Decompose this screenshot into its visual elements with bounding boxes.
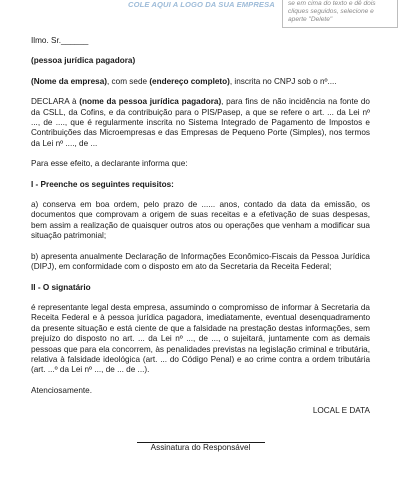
closing: Atenciosamente. [31, 385, 92, 395]
hint-line: aperte "Delete" [288, 16, 333, 23]
payer-name-placeholder: (nome da pessoa jurídica pagadora) [79, 97, 222, 107]
section-1-title: I - Preenche os seguintes requisitos: [31, 179, 174, 189]
declaration-document [31, 36, 370, 453]
requirement-a: a) conserva em boa ordem, pelo prazo de ...... anos, contado da data da emissão, os documentos que comprovam a origem de suas receitas e a efetivação de suas despesas, bem assim a realização de quaisquer outros atos ou operações que venham a modificar sua situação patrimonial; [31, 200, 370, 241]
declaration-paragraph [31, 97, 370, 149]
instruction-tooltip [282, 0, 398, 28]
company-address-placeholder: (endereço completo) [149, 76, 230, 86]
logo-placeholder[interactable]: COLE AQUI A LOGO DA SUA EMPRESA [128, 0, 275, 9]
company-cnpj-text: , inscrita no CNPJ sob o nº.... [229, 76, 337, 86]
recipient: (pessoa jurídica pagadora) [31, 56, 136, 66]
purpose-line: Para esse efeito, a declarante informa que: [31, 159, 188, 169]
signature-label: Assinatura do Responsável [150, 442, 251, 452]
section-2-title: II - O signatário [31, 282, 91, 292]
company-name-placeholder: (Nome da empresa) [31, 76, 107, 86]
declara-body: , para fins de não incidência na fonte do da CSLL, da Cofins, e da contribuição para o PIS/Pasep, a que se refere o art. ... da Lei nº ..., de ...., que é regularmente inscrita no Sistema Integrado de Pagamento de Impostos e Contribuições das Microempresas e das Empresas de Pequeno Porte (Simples), nos termos da Lei nº ...., de ... [31, 97, 370, 148]
place-and-date: LOCAL E DATA [312, 406, 370, 416]
company-text: , com sede [107, 76, 150, 86]
requirement-b: b) apresenta anualmente Declaração de Informações Econômico-Fiscais da Pessoa Jurídica (DIPJ), em conformidade com o disposto em ato da Secretaria da Receita Federal; [31, 251, 370, 272]
declara-lead: DECLARA à [31, 97, 80, 107]
hint-line: cliques seguidos, selecione e [288, 8, 374, 15]
company-identification [31, 77, 370, 87]
hint-line: se em cima do texto e dê dois [288, 0, 376, 7]
salutation: Ilmo. Sr.______ [31, 36, 89, 45]
signatory-paragraph: é representante legal desta empresa, assumindo o compromisso de informar à Secretaria da Receita Federal e à pessoa jurídica pagadora, imediatamente, eventual desenquadramento da presente situação e está ciente de que a falsidade na prestação destas informações, sem prejuízo do disposto no art. ... da Lei nº ..., de ..., o sujeitará, juntamente com as demais pessoas que para ela concorrem, às penalidades previstas na legislação criminal e tributária, relativa à falsidade ideológica (art. ... do Código Penal) e ao crime contra a ordem tributária (art. ...º da Lei nº ..., de ... de ...). [31, 302, 370, 375]
